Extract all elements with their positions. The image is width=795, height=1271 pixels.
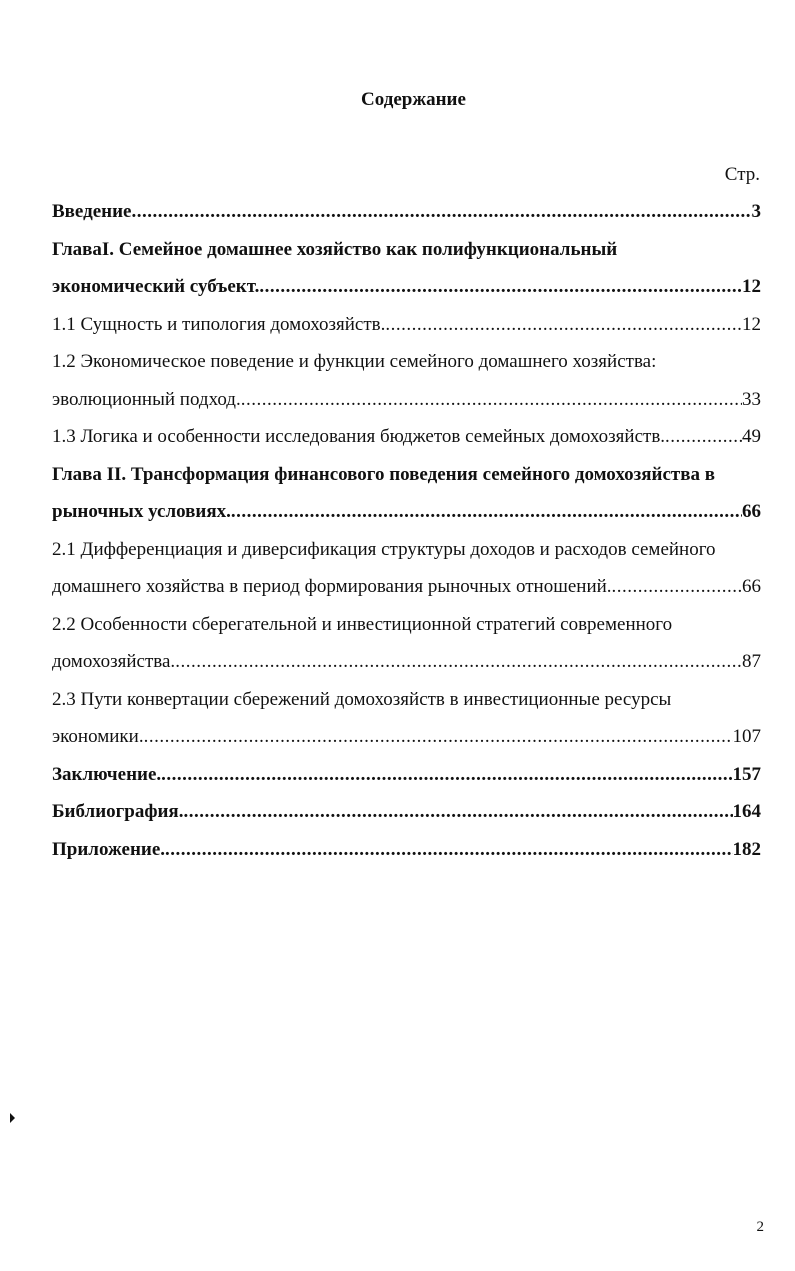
toc-entry-conclusion	[52, 756, 761, 794]
toc-page-number: 12	[742, 276, 761, 297]
toc-entry-title: 1.3 Логика и особенности исследования бюджетов семейных домохозяйств.	[52, 426, 666, 447]
toc-entry-title: экономики.	[52, 726, 144, 747]
toc-entry-section-2-3	[52, 681, 761, 756]
page-number: 2	[756, 1219, 764, 1235]
toc-leader-dots	[665, 418, 742, 456]
toc-line	[52, 493, 761, 531]
toc-line	[52, 418, 761, 456]
toc-entry-chapter-1	[52, 231, 761, 306]
toc-page-number: 164	[732, 801, 761, 822]
toc-line: 2.1 Дифференциация и диверсификация структуры доходов и расходов семейного	[52, 538, 716, 560]
toc-entry-introduction	[52, 193, 761, 231]
toc-line: 1.2 Экономическое поведение и функции семейного домашнего хозяйства:	[52, 351, 657, 372]
toc-entry-title: Введение	[52, 201, 132, 222]
toc-line	[52, 193, 761, 231]
toc-line: ГлаваI. Семейное домашнее хозяйство как полифункциональный	[52, 238, 618, 260]
toc-entry-section-1-3	[52, 418, 761, 456]
toc-entry-section-1-2	[52, 343, 761, 418]
toc-entry-section-2-1	[52, 531, 761, 606]
toc-page-number: 182	[732, 838, 761, 860]
toc-line: Глава II. Трансформация финансового поведения семейного домохозяйства в	[52, 463, 715, 485]
toc-entry-bibliography	[52, 793, 761, 831]
toc-page-number: 66	[742, 501, 761, 522]
toc-page-number: 107	[732, 726, 761, 747]
toc-leader-dots	[175, 643, 742, 681]
toc-entry-title: домохозяйства.	[52, 651, 176, 672]
toc-page-number: 49	[742, 426, 761, 447]
toc-leader-dots	[259, 268, 742, 306]
toc-entry-title: домашнего хозяйства в период формирования рыночных отношений.	[52, 576, 612, 597]
toc-leader-dots	[132, 193, 752, 231]
toc-page-number: 87	[742, 651, 761, 672]
toc-line	[52, 793, 761, 831]
toc-leader-dots	[144, 718, 733, 756]
toc-line: 2.2 Особенности сберегательной и инвестиционной стратегий современного	[52, 613, 673, 635]
toc-entry-chapter-2	[52, 456, 761, 531]
toc-page-number: 66	[742, 576, 761, 597]
toc-line	[52, 643, 761, 681]
toc-page-number: 157	[732, 763, 761, 785]
toc-page-number: 3	[751, 201, 761, 222]
pages-column-label: Стр.	[724, 164, 760, 185]
toc-entry-title: экономический субъект.	[52, 276, 260, 297]
toc-line	[52, 381, 761, 419]
toc-leader-dots	[165, 831, 732, 869]
toc-page-number: 33	[742, 388, 761, 410]
toc-line	[52, 268, 761, 306]
toc-leader-dots	[612, 568, 742, 606]
toc-entry-title: Заключение.	[52, 763, 162, 785]
toc-leader-dots	[161, 756, 732, 794]
toc-entry-section-2-2	[52, 606, 761, 681]
toc-entry-appendix	[52, 831, 761, 869]
page-title: Содержание	[361, 89, 466, 110]
table-of-contents	[52, 193, 761, 868]
toc-leader-dots	[231, 493, 742, 531]
toc-line: 2.3 Пути конвертации сбережений домохозяйств в инвестиционные ресурсы	[52, 688, 672, 710]
toc-leader-dots	[241, 381, 742, 419]
toc-entry-title: Библиография.	[52, 801, 184, 822]
toc-entry-title: Приложение.	[52, 838, 166, 860]
toc-line	[52, 306, 761, 344]
toc-entry-title: рыночных условиях.	[52, 501, 231, 522]
toc-leader-dots	[385, 306, 742, 344]
scan-margin-mark	[10, 1113, 15, 1123]
toc-line	[52, 831, 761, 869]
toc-page-number: 12	[742, 313, 761, 335]
toc-entry-title: 1.1 Сущность и типология домохозяйств.	[52, 313, 386, 335]
toc-entry-section-1-1	[52, 306, 761, 344]
toc-line	[52, 568, 761, 606]
toc-line	[52, 756, 761, 794]
toc-line	[52, 718, 761, 756]
toc-entry-title: эволюционный подход.	[52, 388, 241, 410]
toc-leader-dots	[183, 793, 732, 831]
